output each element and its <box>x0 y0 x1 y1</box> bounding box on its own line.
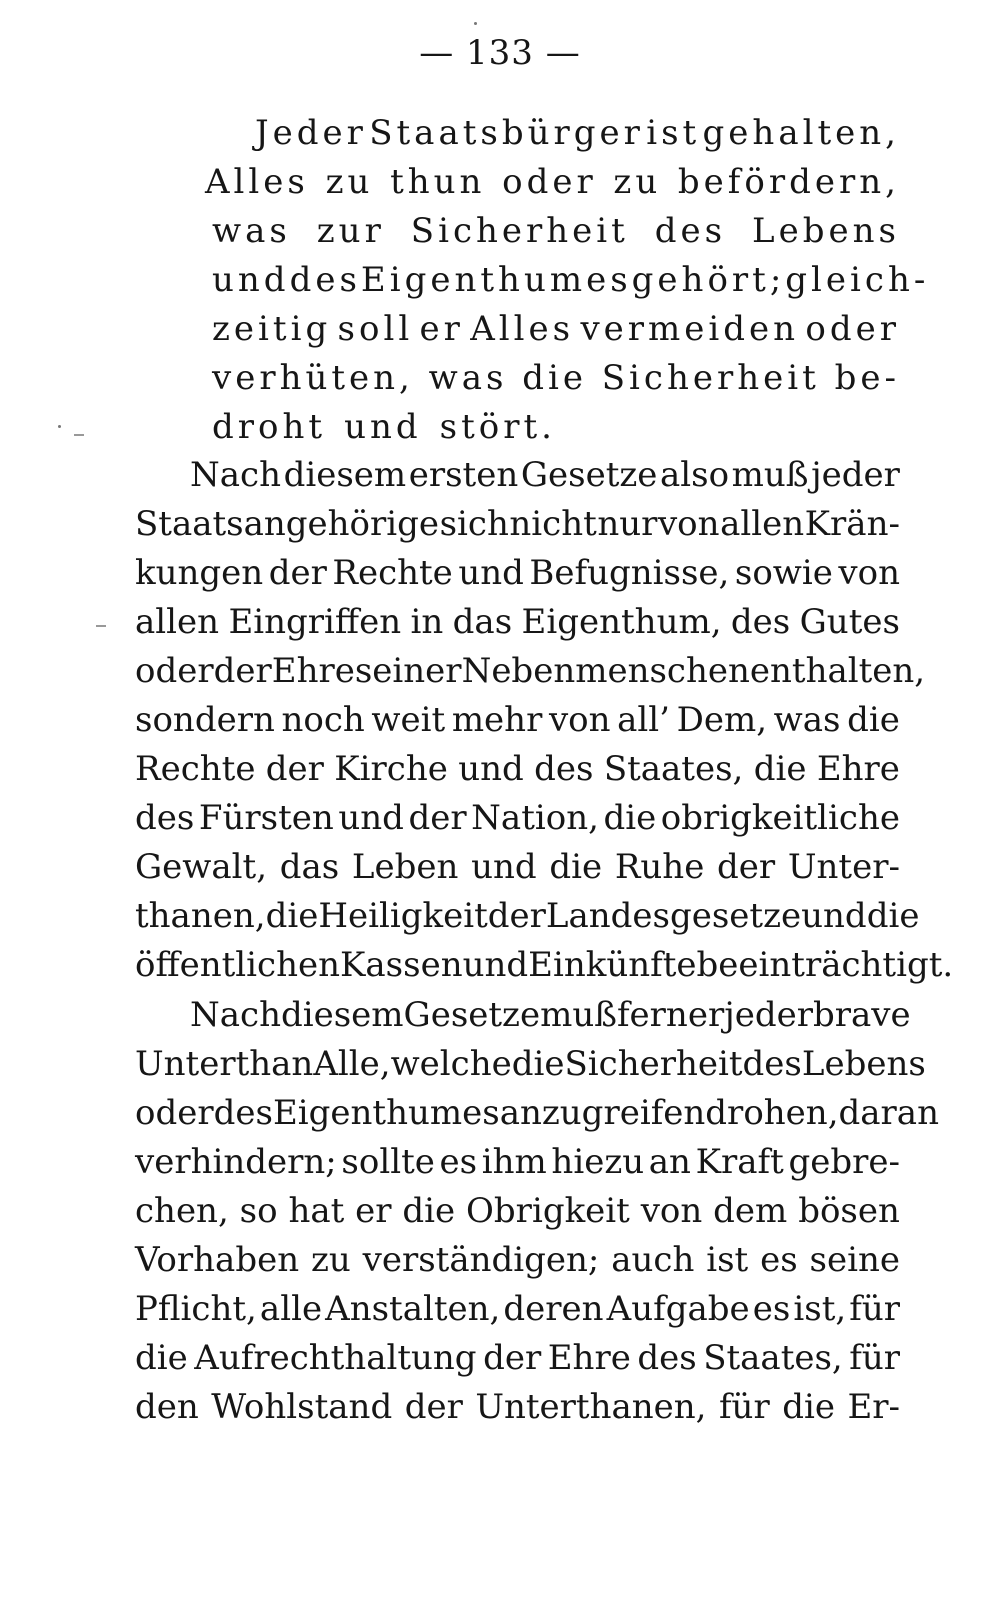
text-word: was <box>212 211 291 251</box>
text-word: kungen <box>135 553 264 593</box>
text-word: mehr <box>451 700 543 740</box>
text-word: diesem <box>280 995 404 1035</box>
text-word: weit <box>371 700 446 740</box>
text-line <box>135 940 954 990</box>
text-word: er <box>355 1191 392 1231</box>
text-line <box>135 1137 900 1187</box>
text-word: das <box>279 847 340 887</box>
text-word: oder <box>805 309 900 349</box>
text-word: Alles <box>205 162 309 202</box>
text-word: Alle, <box>313 1044 391 1084</box>
text-line <box>135 1186 900 1236</box>
text-word: Staatsbürger <box>369 113 644 153</box>
text-word: hiezu <box>551 1142 645 1182</box>
text-word: welche <box>390 1044 512 1084</box>
text-word: des <box>534 749 594 789</box>
text-word: der <box>483 1338 542 1378</box>
text-word: die <box>549 847 603 887</box>
text-word: stört. <box>439 407 556 447</box>
text-word: droht <box>212 407 327 447</box>
text-word: oder <box>135 651 214 691</box>
text-word: Gesetze <box>520 455 658 495</box>
text-word: brave <box>813 995 911 1035</box>
text-word: Alles <box>470 309 575 349</box>
text-line <box>135 1382 900 1432</box>
text-word: der <box>487 896 546 936</box>
text-word: oder <box>502 162 597 202</box>
text-word: die <box>603 798 657 838</box>
text-word: der <box>213 651 272 691</box>
text-word: muß <box>731 455 809 495</box>
text-word: was <box>428 358 508 398</box>
text-line <box>135 891 920 941</box>
text-word: von <box>548 700 611 740</box>
text-word: die <box>511 1044 565 1084</box>
text-word: für <box>849 1338 900 1378</box>
text-word: der <box>408 798 467 838</box>
text-word: und <box>801 896 867 936</box>
text-word: die <box>753 749 807 789</box>
text-word: von <box>640 1191 703 1231</box>
text-word: ist <box>706 1240 749 1280</box>
text-word: enthalten, <box>749 651 926 691</box>
text-word: und <box>338 798 404 838</box>
text-word: zu <box>310 1240 351 1280</box>
text-word: befördern, <box>677 162 900 202</box>
text-word: Fürsten <box>198 798 334 838</box>
text-word: Eingriffen <box>228 602 402 642</box>
text-word: noch <box>281 700 365 740</box>
text-line <box>190 990 911 1040</box>
text-word: gehalten, <box>702 113 900 153</box>
text-word: Staates, <box>603 749 744 789</box>
text-word: es <box>439 1142 478 1182</box>
text-word: jeder <box>811 455 900 495</box>
text-line <box>135 842 900 892</box>
text-word: alle <box>259 1289 323 1329</box>
text-word: Aufrechthaltung <box>194 1338 477 1378</box>
text-word: ist, <box>793 1289 847 1329</box>
text-word: das <box>452 602 513 642</box>
text-line <box>255 108 900 158</box>
text-word: chen, <box>135 1191 229 1231</box>
text-word: die <box>782 1387 835 1427</box>
text-word: des <box>730 602 791 642</box>
text-word: Vorhaben <box>135 1240 300 1280</box>
text-line <box>135 695 900 745</box>
text-word: allen <box>135 602 220 642</box>
text-word: zu <box>325 162 374 202</box>
text-word: jeder <box>724 995 814 1035</box>
text-word: oder <box>135 1093 214 1133</box>
text-word: seiner <box>354 651 462 691</box>
text-word: er <box>419 309 464 349</box>
text-word: nur <box>597 504 658 544</box>
text-word: des <box>289 260 361 300</box>
text-word: Jeder <box>255 113 367 153</box>
text-word: sich <box>439 504 509 544</box>
text-word: all’ <box>617 700 670 740</box>
text-word: Dem, <box>676 700 768 740</box>
text-word: obrigkeitliche <box>660 798 900 838</box>
text-word: öffentlichen <box>135 945 341 985</box>
text-word: Leben <box>351 847 459 887</box>
text-word: Eigenthum, <box>521 602 722 642</box>
text-word: der <box>265 749 324 789</box>
text-line <box>205 157 900 207</box>
text-word: Anstalten, <box>325 1289 501 1329</box>
text-word: zur <box>316 211 385 251</box>
text-word: Lebens <box>801 1044 926 1084</box>
text-word: also <box>660 455 730 495</box>
text-line <box>212 255 930 305</box>
text-word: gehört; <box>631 260 786 300</box>
text-word: Sicherheit <box>410 211 629 251</box>
text-word: Ehre <box>816 749 900 789</box>
text-word: bösen <box>798 1191 900 1231</box>
text-word: Nebenmenschen <box>461 651 750 691</box>
text-line <box>190 450 900 500</box>
text-word: ihm <box>481 1142 547 1182</box>
text-word: sollte <box>341 1142 435 1182</box>
text-word: Einkünfte <box>528 945 697 985</box>
text-word: Sicherheit <box>564 1044 743 1084</box>
text-word: Unterthan <box>135 1044 314 1084</box>
text-word: die <box>135 1338 188 1378</box>
text-word: hat <box>288 1191 345 1231</box>
text-word: die <box>847 700 900 740</box>
text-word: Eigenthumes <box>272 1093 500 1133</box>
text-word: drohen, <box>705 1093 839 1133</box>
text-word: Landesgesetze <box>545 896 802 936</box>
text-word: Gewalt, <box>135 847 267 887</box>
text-line <box>212 206 900 256</box>
text-word: für <box>849 1289 900 1329</box>
text-word: den <box>135 1387 199 1427</box>
text-word: thanen, <box>135 896 266 936</box>
text-word: Er- <box>847 1387 900 1427</box>
text-word: der <box>268 553 327 593</box>
text-word: ferner <box>616 995 725 1035</box>
text-word: nicht <box>509 504 597 544</box>
text-word: Rechte <box>135 749 256 789</box>
text-word: des <box>637 1338 697 1378</box>
text-word: und <box>344 407 422 447</box>
text-word: die <box>402 1191 456 1231</box>
text-word: des <box>135 798 195 838</box>
text-word: es <box>752 1289 791 1329</box>
text-word: für <box>718 1387 770 1427</box>
text-line <box>135 793 900 843</box>
text-word: Befugnisse, <box>529 553 730 593</box>
text-word: Nach <box>190 995 281 1035</box>
text-line <box>135 646 926 696</box>
text-word: thun <box>390 162 486 202</box>
text-word: dem <box>713 1191 788 1231</box>
text-word: in <box>410 602 444 642</box>
text-word: allen <box>720 504 805 544</box>
text-line <box>135 1284 900 1334</box>
text-word: Aufgabe <box>606 1289 750 1329</box>
text-word: Kirche <box>334 749 448 789</box>
text-word: auch <box>611 1240 695 1280</box>
text-word: ist <box>646 113 701 153</box>
text-word: Kassen <box>340 945 463 985</box>
text-word: die <box>522 358 587 398</box>
text-word: Staatsangehörige <box>135 504 440 544</box>
text-word: Lebens <box>752 211 900 251</box>
text-line <box>135 744 900 794</box>
text-word: an <box>648 1142 691 1182</box>
text-word: zu <box>613 162 662 202</box>
text-word: des <box>213 1093 273 1133</box>
text-line <box>135 1235 900 1285</box>
text-word: Wohlstand <box>211 1387 393 1427</box>
text-word: der <box>404 1387 463 1427</box>
text-word: Ehre <box>547 1338 631 1378</box>
text-word: anzugreifen <box>499 1093 706 1133</box>
text-line <box>135 548 900 598</box>
text-line <box>135 1088 939 1138</box>
text-line <box>135 1039 926 1089</box>
text-word: Nach <box>190 455 281 495</box>
text-word: diesem <box>283 455 407 495</box>
text-word: und <box>462 945 529 985</box>
text-word: verhindern; <box>135 1142 337 1182</box>
text-line <box>135 499 900 549</box>
text-word: deren <box>503 1289 604 1329</box>
text-word: Obrigkeit <box>466 1191 630 1231</box>
text-line <box>135 1333 900 1383</box>
text-word: von <box>657 504 720 544</box>
text-line <box>212 402 900 452</box>
text-word: und <box>212 260 290 300</box>
text-word: verhüten, <box>212 358 414 398</box>
text-word: be- <box>834 358 900 398</box>
text-word: Gutes <box>799 602 900 642</box>
text-word: Unter- <box>787 847 900 887</box>
text-word: es <box>760 1240 798 1280</box>
text-word: und <box>471 847 537 887</box>
text-word: was <box>773 700 841 740</box>
text-word: soll <box>337 309 414 349</box>
text-word: zeitig <box>212 309 332 349</box>
text-word: die <box>866 896 920 936</box>
text-word: Heiligkeit <box>318 896 488 936</box>
text-word: sondern <box>135 700 275 740</box>
text-word: Gesetze <box>403 995 541 1035</box>
text-word: verständigen; <box>362 1240 600 1280</box>
text-word: ersten <box>408 455 519 495</box>
text-line <box>212 353 900 403</box>
text-word: Ruhe <box>614 847 705 887</box>
text-word: der <box>717 847 776 887</box>
text-word: Kraft <box>695 1142 784 1182</box>
text-word: die <box>265 896 319 936</box>
page-number: — 133 — <box>419 33 581 73</box>
text-word: seine <box>809 1240 900 1280</box>
text-word: so <box>239 1191 278 1231</box>
text-word: Pflicht, <box>135 1289 257 1329</box>
text-line <box>135 597 900 647</box>
text-word: Eigenthumes <box>360 260 632 300</box>
text-word: Krän- <box>804 504 900 544</box>
text-word: gebre- <box>788 1142 900 1182</box>
text-word: gleich- <box>785 260 930 300</box>
text-word: Staates, <box>703 1338 843 1378</box>
text-word: vermeiden <box>580 309 800 349</box>
text-word: von <box>838 553 900 593</box>
text-word: und <box>458 749 524 789</box>
text-line <box>212 304 900 354</box>
text-word: Ehre <box>271 651 355 691</box>
text-word: Rechte <box>332 553 453 593</box>
text-word: des <box>654 211 727 251</box>
text-word: des <box>742 1044 802 1084</box>
text-word: und <box>458 553 524 593</box>
text-word: Unterthanen, <box>475 1387 707 1427</box>
text-word: beeinträchtigt. <box>696 945 954 985</box>
text-word: daran <box>838 1093 939 1133</box>
text-word: muß <box>540 995 617 1035</box>
text-word: Nation, <box>471 798 599 838</box>
text-word: Sicherheit <box>601 358 820 398</box>
text-word: sowie <box>734 553 833 593</box>
